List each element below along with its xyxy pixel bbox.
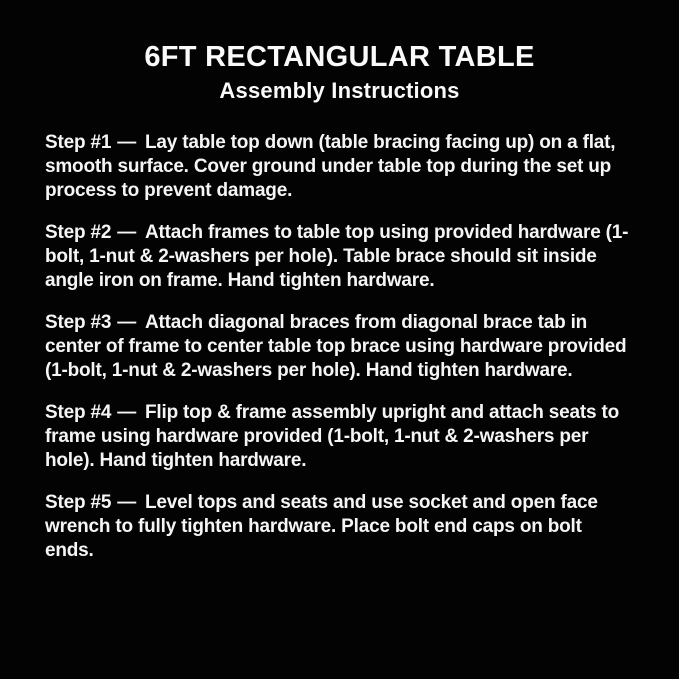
- step-5-label: Step #5: [45, 492, 112, 513]
- step-4-label: Step #4: [45, 402, 112, 423]
- step-4-dash: —: [117, 402, 136, 423]
- step-3-label: Step #3: [45, 312, 112, 333]
- step-3-dash: —: [117, 312, 136, 333]
- step-2-dash: —: [117, 222, 136, 243]
- step-5-text: Level tops and seats and use socket and open face wrench to fully tighten hardware. Place bolt end caps on bolt ends.: [45, 492, 598, 561]
- step-1-paragraph: [45, 131, 634, 203]
- step-5-paragraph: [45, 491, 634, 563]
- step-5-dash: —: [117, 492, 136, 513]
- steps-list: [45, 131, 634, 563]
- header: [45, 40, 634, 104]
- step-2-paragraph: [45, 221, 634, 293]
- step-1-dash: —: [117, 132, 136, 153]
- step-1-text: Lay table top down (table bracing facing up) on a flat, smooth surface. Cover ground under table top during the set up process to prevent damage.: [45, 132, 616, 201]
- step-3-text: Attach diagonal braces from diagonal brace tab in center of frame to center table top brace using hardware provided (1-bolt, 1-nut & 2-washers per hole). Hand tighten hardware.: [45, 312, 627, 381]
- step-3-paragraph: [45, 311, 634, 383]
- step-2-text: Attach frames to table top using provided hardware (1-bolt, 1-nut & 2-washers per hole). Table brace should sit inside angle iron on frame. Hand tighten hardware.: [45, 222, 629, 291]
- step-1-label: Step #1: [45, 132, 112, 153]
- step-4-text: Flip top & frame assembly upright and attach seats to frame using hardware provided (1-bolt, 1-nut & 2-washers per hole). Hand tighten hardware.: [45, 402, 619, 471]
- page-subtitle: Assembly Instructions: [219, 78, 460, 103]
- step-2-label: Step #2: [45, 222, 112, 243]
- page-title: 6FT RECTANGULAR TABLE: [144, 41, 535, 73]
- step-4-paragraph: [45, 401, 634, 473]
